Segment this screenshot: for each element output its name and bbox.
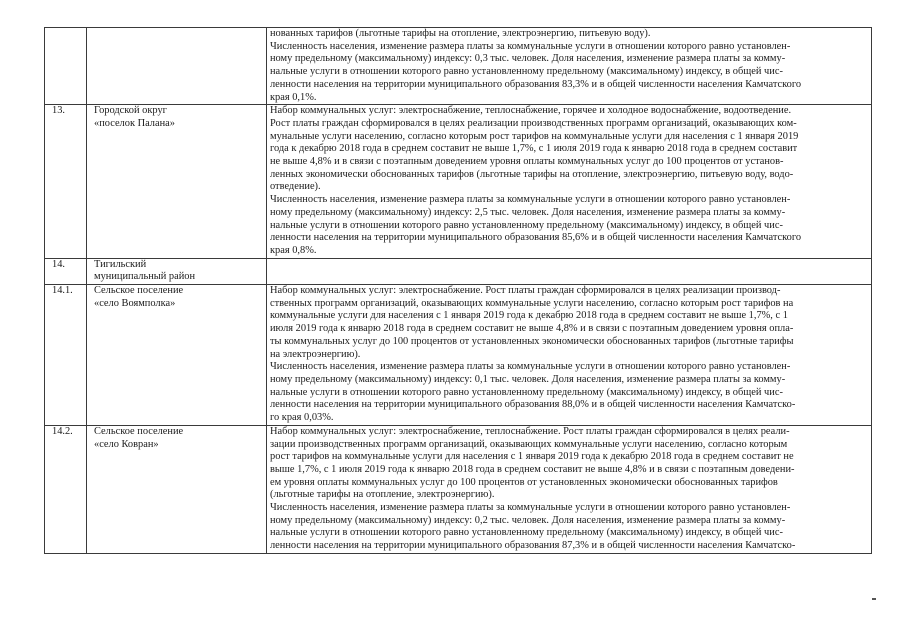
- description-line: Набор коммунальных услуг: электроснабжение, теплоснабжение. Рост платы граждан сформировался в целях реали-: [270, 425, 790, 437]
- row-number-cell: [45, 285, 87, 426]
- description-line: нальные услуги в отношении которого равно установленному предельному (максимальному) индексу, в общей чис-: [270, 527, 783, 539]
- description-line: выше 1,7%, с 1 июля 2019 года к январю 2018 года в среднем составит не выше 4,8% и в связи с поэтапным доведени-: [270, 463, 795, 475]
- description-line: ты коммунальных услуг до 100 процентов от установленных экономически обоснованных тарифов (льготные тарифы: [270, 335, 794, 347]
- table-row: [45, 28, 872, 105]
- description-line: зации производственных программ организаций, оказывающих коммунальные услуги населению, согласно которым: [270, 438, 788, 450]
- description-line: ленности населения на территории муниципального образования 85,6% и в общей численности населения Камчатского: [270, 232, 802, 244]
- tariff-table: [44, 27, 872, 554]
- table-row: [45, 258, 872, 284]
- description-line: нальные услуги в отношении которого равно установленному предельному (максимальному) индексу, в общей чис-: [270, 386, 783, 398]
- description-line: ному предельному (максимальному) индексу: 0,3 тыс. человек. Доля населения, изменение размера платы за комму-: [270, 53, 786, 65]
- description-line: Численность населения, изменение размера платы за коммунальные услуги в отношении которого равно установлен-: [270, 361, 791, 373]
- description-line: ем уровня оплаты коммунальных услуг до 100 процентов от установленных экономически обоснованных тарифов: [270, 476, 778, 488]
- table-body: [45, 28, 872, 554]
- description-line: Рост платы граждан сформировался в целях реализации производственных программ организаций, оказывающих ком-: [270, 117, 797, 129]
- description-line: Набор коммунальных услуг: электроснабжение, теплоснабжение, горячее и холодное водоснабжение, водоотведение.: [270, 105, 792, 117]
- description-cell: [267, 425, 872, 553]
- description-line: ному предельному (максимальному) индексу: 0,2 тыс. человек. Доля населения, изменение размера платы за комму-: [270, 514, 786, 526]
- municipality-cell: [87, 105, 267, 258]
- row-number: 14.1.: [52, 285, 73, 297]
- row-number-cell: [45, 258, 87, 284]
- description-cell: [267, 105, 872, 258]
- description-cell: [267, 258, 872, 284]
- description-line: июля 2019 года к январю 2018 года в среднем составит не выше 4,8% и в связи с поэтапным доведением уровня опла-: [270, 323, 794, 335]
- description-line: ленности населения на территории муниципального образования 83,3% и в общей численности населения Камчатского: [270, 78, 802, 90]
- municipality-name-line: «село Воямполка»: [94, 297, 176, 309]
- description-line: ленности населения на территории муниципального образования 88,0% и в общей численности населения Камчатско-: [270, 399, 796, 411]
- description-line: Численность населения, изменение размера платы за коммунальные услуги в отношении которого равно установлен-: [270, 40, 791, 52]
- row-number-cell: [45, 425, 87, 553]
- description-line: ному предельному (максимальному) индексу: 0,1 тыс. человек. Доля населения, изменение размера платы за комму-: [270, 373, 786, 385]
- row-number: 14.: [52, 258, 65, 270]
- description-cell: [267, 285, 872, 426]
- description-line: края 0,8%.: [270, 244, 317, 256]
- description-line: ственных программ организаций, оказывающих коммунальные услуги населению, согласно которым рост тарифов на: [270, 297, 794, 309]
- description-line: ленности населения на территории муниципального образования 87,3% и в общей численности населения Камчатско-: [270, 540, 796, 552]
- description-line: (льготные тарифы на отопление, электроэнергию).: [270, 489, 495, 501]
- description-line: Численность населения, изменение размера платы за коммунальные услуги в отношении которого равно установлен-: [270, 194, 791, 206]
- row-number-cell: [45, 105, 87, 258]
- row-number: 14.2.: [52, 425, 73, 437]
- municipality-cell: [87, 28, 267, 105]
- description-line: ленных экономически обоснованных тарифов (льготные тарифы на отопление, электроэнергию, питьевую воду, водо-: [270, 168, 794, 180]
- description-line: мунальные услуги населению, согласно которым рост тарифов на коммунальные услуги для населения с 1 января 2019: [270, 130, 799, 142]
- description-line: коммунальные услуги для населения с 1 января 2019 года к декабрю 2018 года в среднем составит не выше 1,7%, с 1: [270, 310, 788, 322]
- description-cell: [267, 28, 872, 105]
- description-line: рост тарифов на коммунальные услуги для населения с 1 января 2019 года к декабрю 2018 года в среднем составит не: [270, 451, 794, 463]
- row-number: 13.: [52, 105, 65, 117]
- description-line: Набор коммунальных услуг: электроснабжение. Рост платы граждан сформировался в целях реализации производ-: [270, 285, 781, 297]
- table-row: [45, 105, 872, 258]
- description-line: нальные услуги в отношении которого равно установленному предельному (максимальному) индексу, в общей чис-: [270, 219, 783, 231]
- description-line: ному предельному (максимальному) индексу: 2,5 тыс. человек. Доля населения, изменение размера платы за комму-: [270, 206, 786, 218]
- municipality-name-line: Сельское поселение: [94, 285, 184, 297]
- municipality-name-line: муниципальный район: [94, 271, 196, 283]
- description-line: Численность населения, изменение размера платы за коммунальные услуги в отношении которого равно установлен-: [270, 502, 791, 514]
- municipality-name-line: «поселок Палана»: [94, 117, 175, 129]
- description-line: года к декабрю 2018 года в среднем составит не выше 1,7%, с 1 июля 2019 года к январю 2018 года в среднем составит: [270, 143, 798, 155]
- row-number-cell: [45, 28, 87, 105]
- municipality-name-line: Сельское поселение: [94, 425, 184, 437]
- description-line: отведение).: [270, 181, 321, 193]
- description-line: нованных тарифов (льготные тарифы на отопление, электроэнергию, питьевую воду).: [270, 28, 651, 39]
- table-row: [45, 425, 872, 553]
- municipality-cell: [87, 285, 267, 426]
- municipality-cell: [87, 258, 267, 284]
- description-line: на электроэнергию).: [270, 348, 361, 360]
- municipality-name-line: Городской округ: [94, 105, 167, 117]
- municipality-cell: [87, 425, 267, 553]
- description-line: не выше 4,8% и в связи с поэтапным доведением уровня оплаты коммунальных услуг до 100 процентов от установ-: [270, 156, 784, 168]
- municipality-name-line: «село Ковран»: [94, 438, 159, 450]
- description-line: нальные услуги в отношении которого равно установленному предельному (максимальному) индексу, в общей чис-: [270, 66, 783, 78]
- table-row: [45, 285, 872, 426]
- description-line: го края 0,03%.: [270, 412, 334, 424]
- page-edge-mark: [872, 598, 876, 600]
- municipality-name-line: Тигильский: [94, 258, 147, 270]
- description-line: края 0,1%.: [270, 91, 317, 103]
